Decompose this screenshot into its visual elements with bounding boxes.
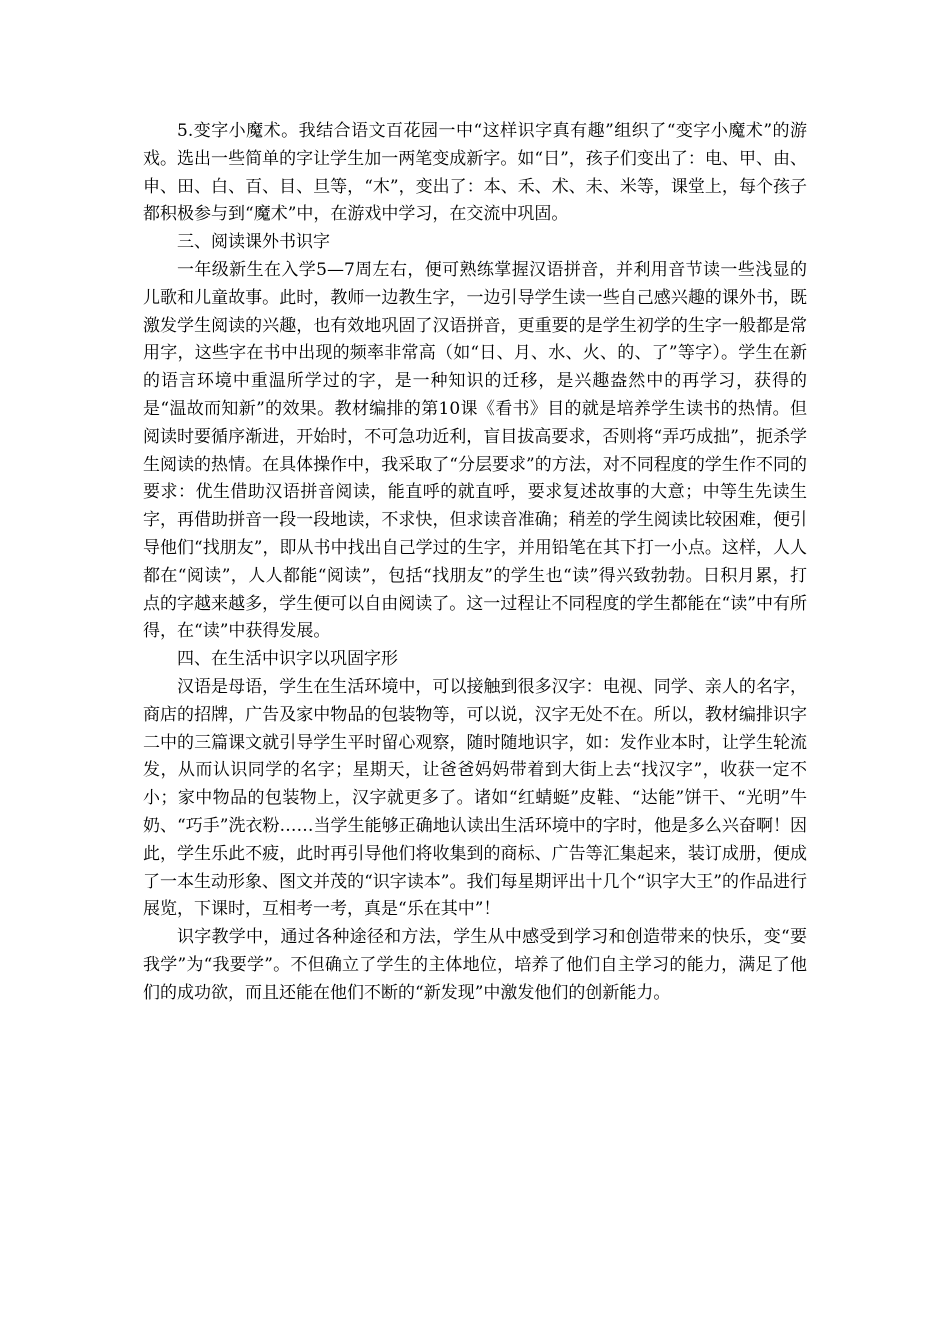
- section-heading-reading: 三、阅读课外书识字: [177, 232, 330, 253]
- paragraph-magic-characters: 5.变字小魔术。我结合语文百花园一中“这样识字真有趣”组织了“变字小魔术”的游戏。选出一些简单的字让学生加一两笔变成新字。如“日”，孩子们变出了：电、甲、由、申、田、白、百、目、旦等，“木”，变出了：本、禾、术、未、米等，课堂上，每个孩子都积极参与到“魔术”中，在游戏中学习，在交流中巩固。: [143, 121, 807, 225]
- paragraph-reading: 一年级新生在入学5—7周左右，便可熟练掌握汉语拼音，并利用音节读一些浅显的儿歌和儿童故事。此时，教师一边教生字，一边引导学生读一些自己感兴趣的课外书，既激发学生阅读的兴趣，也有效地巩固了汉语拼音，更重要的是学生初学的生字一般都是常用字，这些字在书中出现的频率非常高（如“日、月、水、火、的、了”等字）。学生在新的语言环境中重温所学过的字，是一种知识的迁移，是兴趣盎然中的再学习，获得的是“温故而知新”的效果。教材编排的第10课《看书》目的就是培养学生读书的热情。但阅读时要循序渐进，开始时，不可急功近利，盲目拔高要求，否则将“弄巧成拙”，扼杀学生阅读的热情。在具体操作中，我采取了“分层要求”的方法，对不同程度的学生作不同的要求：优生借助汉语拼音阅读，能直呼的就直呼，要求复述故事的大意；中等生先读生字，再借助拼音一段一段地读，不求快，但求读音准确；稍差的学生阅读比较困难，便引导他们“找朋友”，即从书中找出自己学过的生字，并用铅笔在其下打一小点。这样，人人都在“阅读”，人人都能“阅读”，包括“找朋友”的学生也“读”得兴致勃勃。日积月累，打点的字越来越多，学生便可以自由阅读了。这一过程让不同程度的学生都能在“读”中有所得，在“读”中获得发展。: [143, 259, 807, 642]
- paragraph-daily-life: 汉语是母语，学生在生活环境中，可以接触到很多汉字：电视、同学、亲人的名字，商店的招牌，广告及家中物品的包装物等，可以说，汉字无处不在。所以，教材编排识字二中的三篇课文就引导学生平时留心观察，随时随地识字，如：发作业本时，让学生轮流发，从而认识同学的名字；星期天，让爸爸妈妈带着到大街上去“找汉字”，收获一定不小；家中物品的包装物上，汉字就更多了。诸如“红蜻蜓”皮鞋、“达能”饼干、“光明”牛奶、“巧手”洗衣粉……当学生能够正确地认读出生活环境中的字时，他是多么兴奋啊！因此，学生乐此不疲，此时再引导他们将收集到的商标、广告等汇集起来，装订成册，便成了一本生动形象、图文并茂的“识字读本”。我们每星期评出十几个“识字大王”的作品进行展览，下课时，互相考一考，真是“乐在其中”！: [143, 676, 807, 920]
- paragraph-conclusion: 识字教学中，通过各种途径和方法，学生从中感受到学习和创造带来的快乐，变“要我学”为“我要学”。不但确立了学生的主体地位，培养了他们自主学习的能力，满足了他们的成功欲，而且还能在他们不断的“新发现”中激发他们的创新能力。: [143, 927, 807, 1003]
- document-body: [143, 118, 807, 1008]
- section-heading-daily-life: 四、在生活中识字以巩固字形: [177, 649, 398, 670]
